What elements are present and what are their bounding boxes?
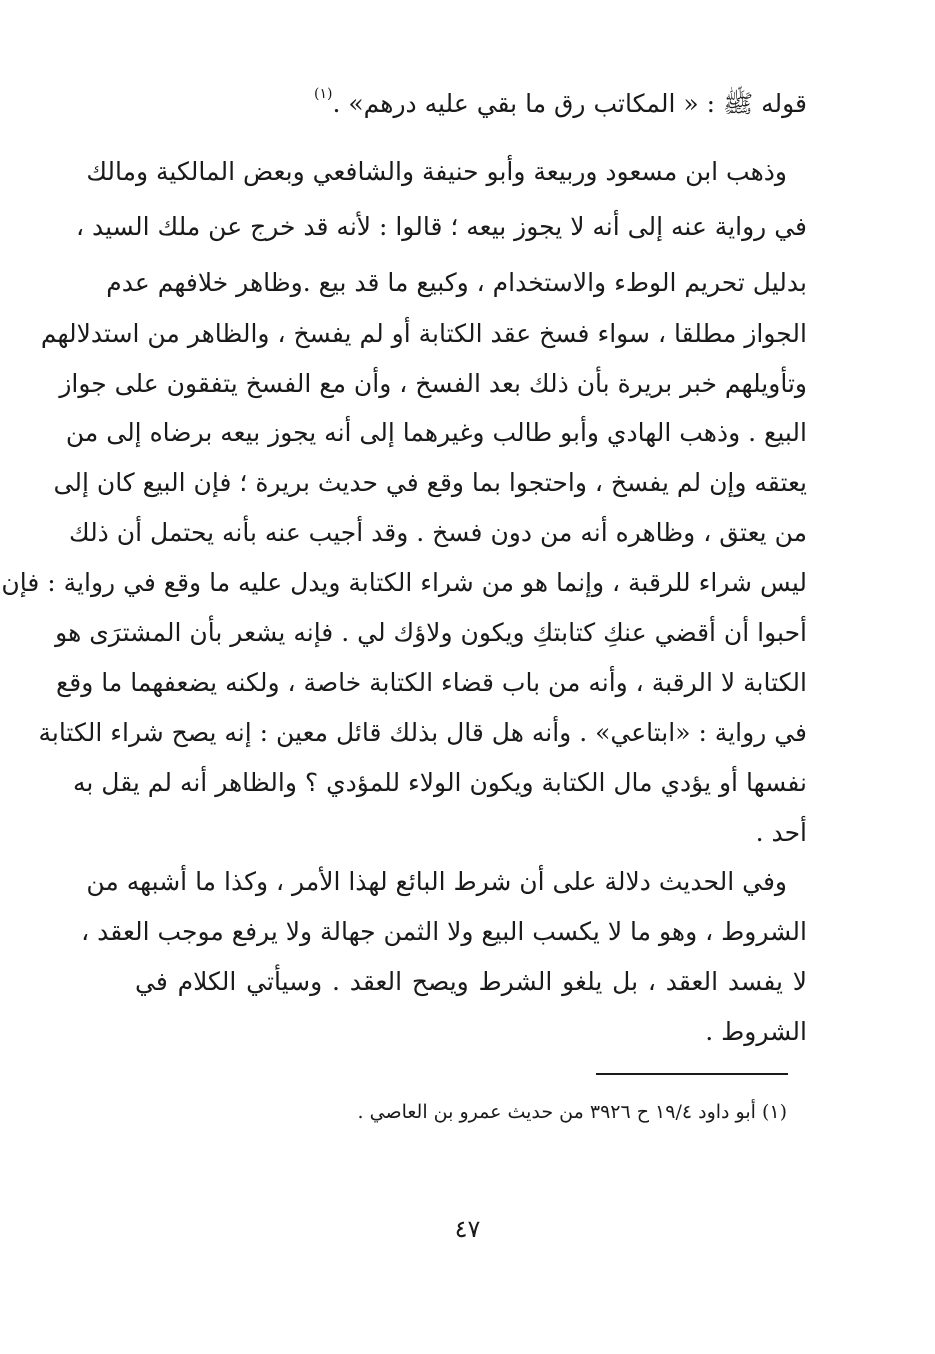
hadith-heading-text: قوله ﷺ : « المكاتب رق ما بقي عليه درهم» .: [332, 89, 807, 118]
text-line: الكتابة لا الرقبة ، وأنه من باب قضاء الكتابة خاصة ، ولكنه يضعفهما ما وقع: [55, 668, 807, 697]
footnote-reference: (١): [313, 86, 333, 102]
hadith-heading: [314, 84, 807, 128]
text-line: وتأويلهم خبر بريرة بأن ذلك بعد الفسخ ، وأن مع الفسخ يتفقون على جواز: [59, 369, 807, 398]
text-line: ليس شراء للرقبة ، وإنما هو من شراء الكتابة ويدل عليه ما وقع في رواية : فإن: [1, 568, 807, 597]
text-line: وفي الحديث دلالة على أن شرط البائع لهذا الأمر ، وكذا ما أشبهه من: [86, 867, 787, 896]
text-line: وذهب ابن مسعود وربيعة وأبو حنيفة والشافعي وبعض المالكية ومالك: [86, 157, 787, 186]
text-line: الشروط .: [705, 1017, 807, 1046]
text-line: بدليل تحريم الوطء والاستخدام ، وكبيع ما قد بيع .وظاهر خلافهم عدم: [106, 268, 807, 297]
page-number: ٤٧: [454, 1215, 481, 1243]
text-line: في رواية : «ابتاعي» . وأنه هل قال بذلك قائل معين : إنه يصح شراء الكتابة: [38, 718, 807, 747]
text-line: يعتقه وإن لم يفسخ ، واحتجوا بما وقع في حديث بريرة ؛ فإن البيع كان إلى: [53, 468, 807, 497]
text-line: أحبوا أن أقضي عنكِ كتابتكِ ويكون ولاؤك لي . فإنه يشعر بأن المشترَى هو: [55, 618, 807, 647]
text-line: لا يفسد العقد ، بل يلغو الشرط ويصح العقد . وسيأتي الكلام في: [135, 967, 807, 996]
text-line: من يعتق ، وظاهره أنه من دون فسخ . وقد أجيب عنه بأنه يحتمل أن ذلك: [69, 518, 807, 547]
text-line: في رواية عنه إلى أنه لا يجوز بيعه ؛ قالوا : لأنه قد خرج عن ملك السيد ،: [76, 212, 807, 241]
footnote: (١) أبو داود ١٩/٤ ح ٣٩٢٦ من حديث عمرو بن العاصي .: [357, 1101, 787, 1123]
text-line: الشروط ، وهو ما لا يكسب البيع ولا الثمن جهالة ولا يرفع موجب العقد ،: [81, 917, 807, 946]
text-line: البيع . وذهب الهادي وأبو طالب وغيرهما إلى أنه يجوز بيعه برضاه إلى من: [65, 418, 807, 447]
footnote-separator: [596, 1073, 788, 1075]
text-line: الجواز مطلقا ، سواء فسخ عقد الكتابة أو لم يفسخ ، والظاهر من استدلالهم: [40, 319, 807, 348]
text-line: أحد .: [755, 818, 807, 847]
text-line: نفسها أو يؤدي مال الكتابة ويكون الولاء للمؤدي ؟ والظاهر أنه لم يقل به: [72, 768, 807, 797]
